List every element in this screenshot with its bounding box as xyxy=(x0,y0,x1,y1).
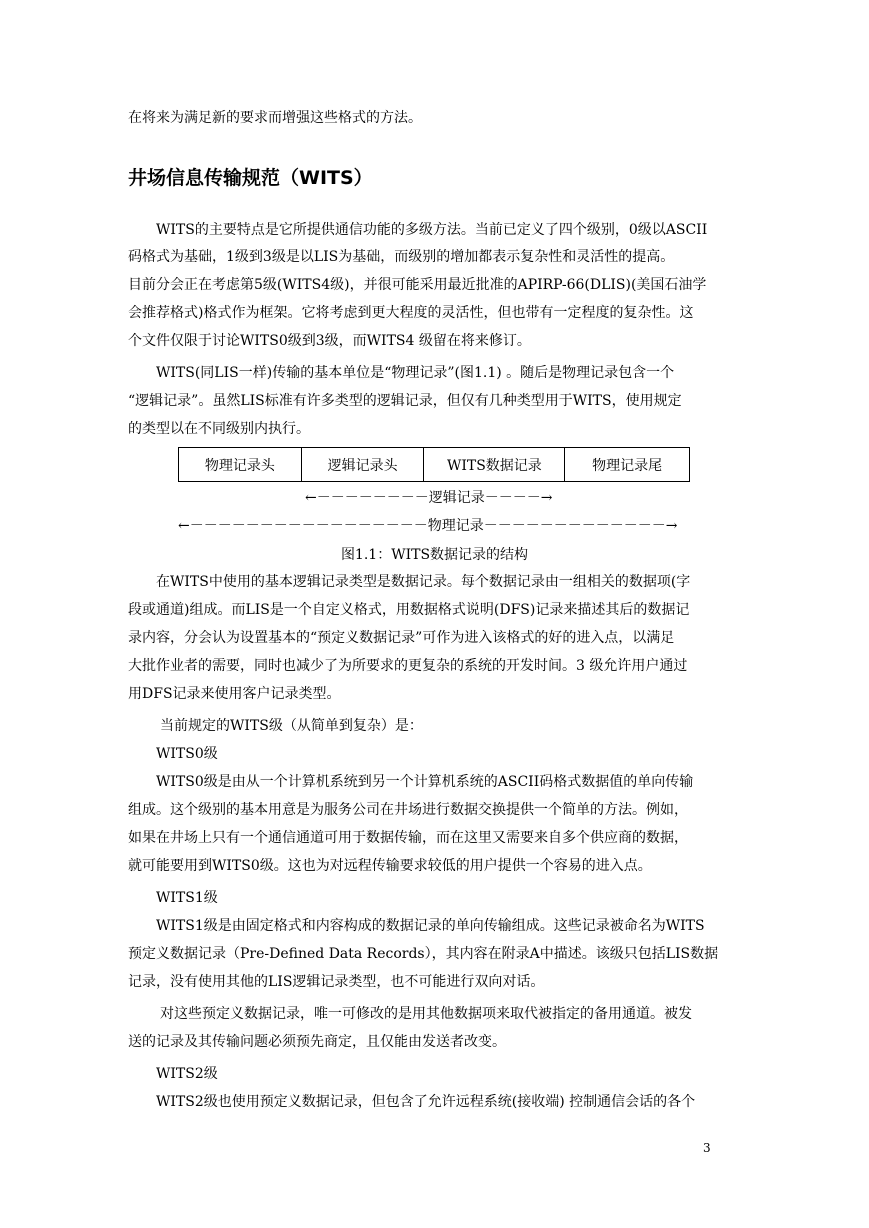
page-number: 3 xyxy=(703,1141,711,1155)
text-line: “逻辑记录”。虽然LIS标准有许多类型的逻辑记录，但仅有几种类型用于WITS，使用规定 xyxy=(128,393,682,409)
text-line: WITS0级 xyxy=(156,746,218,762)
text-line: 当前规定的WITS级（从简单到复杂）是： xyxy=(160,718,423,734)
cell-wits-data-record: WITS数据记录 xyxy=(424,448,565,482)
text-line: WITS2级 xyxy=(156,1066,218,1082)
record-structure-figure xyxy=(178,447,690,482)
text-line: 如果在井场上只有一个通信通道可用于数据传输，而在这里又需要来自多个供应商的数据， xyxy=(128,830,688,846)
figure-caption: 图1.1：WITS数据记录的结构 xyxy=(340,547,529,563)
cell-physical-record-trailer: 物理记录尾 xyxy=(565,448,690,482)
text-line: 码格式为基础，1级到3级是以LIS为基础，而级别的增加都表示复杂性和灵活性的提高。 xyxy=(128,249,675,265)
text-line: 的类型以在不同级别内执行。 xyxy=(128,421,310,437)
text-line: WITS1级 xyxy=(156,890,218,906)
logical-record-span: ←－－－－－－－－逻辑记录－－－－→ xyxy=(305,490,553,506)
text-line: 个文件仅限于讨论WITS0级到3级，而WITS4 级留在将来修订。 xyxy=(128,333,531,349)
text-line: 段或通道)组成。而LIS是一个自定义格式，用数据格式说明(DFS)记录来描述其后的数据记 xyxy=(128,602,690,618)
text-line: WITS的主要特点是它所提供通信功能的多级方法。当前已定义了四个级别，0级以ASCII xyxy=(156,222,708,238)
text-line: 会推荐格式)格式作为框架。它将考虑到更大程度的灵活性，但也带有一定程度的复杂性。这 xyxy=(128,305,694,321)
physical-record-span: ←－－－－－－－－－－－－－－－－－物理记录－－－－－－－－－－－－－→ xyxy=(178,518,678,534)
cell-logical-record-header: 逻辑记录头 xyxy=(301,448,424,482)
text-line: 用DFS记录来使用客户记录类型。 xyxy=(128,686,341,702)
text-line: 在WITS中使用的基本逻辑记录类型是数据记录。每个数据记录由一组相关的数据项(字 xyxy=(156,574,691,590)
text-line: WITS1级是由固定格式和内容构成的数据记录的单向传输组成。这些记录被命名为WITS xyxy=(156,918,705,934)
text-line: 就可能要用到WITS0级。这也为对远程传输要求较低的用户提供一个容易的进入点。 xyxy=(128,858,652,874)
text-line: 在将来为满足新的要求而增强这些格式的方法。 xyxy=(128,110,422,126)
text-line: 录内容，分会认为设置基本的“预定义数据记录”可作为进入该格式的好的进入点，以满足 xyxy=(128,630,675,646)
text-line: WITS2级也使用预定义数据记录，但包含了允许远程系统(接收端) 控制通信会话的各个 xyxy=(156,1094,696,1110)
text-line: 组成。这个级别的基本用意是为服务公司在井场进行数据交换提供一个简单的方法。例如， xyxy=(128,802,688,818)
text-line: WITS0级是由从一个计算机系统到另一个计算机系统的ASCII码格式数据值的单向传输 xyxy=(156,774,694,790)
text-line: WITS(同LIS一样)传输的基本单位是“物理记录”(图1.1) 。随后是物理记录包含一个 xyxy=(156,365,675,381)
text-line: 对这些预定义数据记录，唯一可修改的是用其他数据项来取代被指定的备用通道。被发 xyxy=(160,1006,692,1022)
cell-physical-record-header: 物理记录头 xyxy=(179,448,302,482)
section-heading: 井场信息传输规范（WITS） xyxy=(128,167,373,189)
text-line: 目前分会正在考虑第5级(WITS4级)，并很可能采用最近批准的APIRP-66(DLIS)(美国石油学 xyxy=(128,277,707,293)
text-line: 大批作业者的需要，同时也减少了为所要求的更复杂的系统的开发时间。3 级允许用户通过 xyxy=(128,658,688,674)
text-line: 记录，没有使用其他的LIS逻辑记录类型，也不可能进行双向对话。 xyxy=(128,974,545,990)
text-line: 预定义数据记录（Pre-Defined Data Records），其内容在附录A中描述。该级只包括LIS数据 xyxy=(128,946,719,962)
text-line: 送的记录及其传输问题必须预先商定，且仅能由发送者改变。 xyxy=(128,1034,506,1050)
